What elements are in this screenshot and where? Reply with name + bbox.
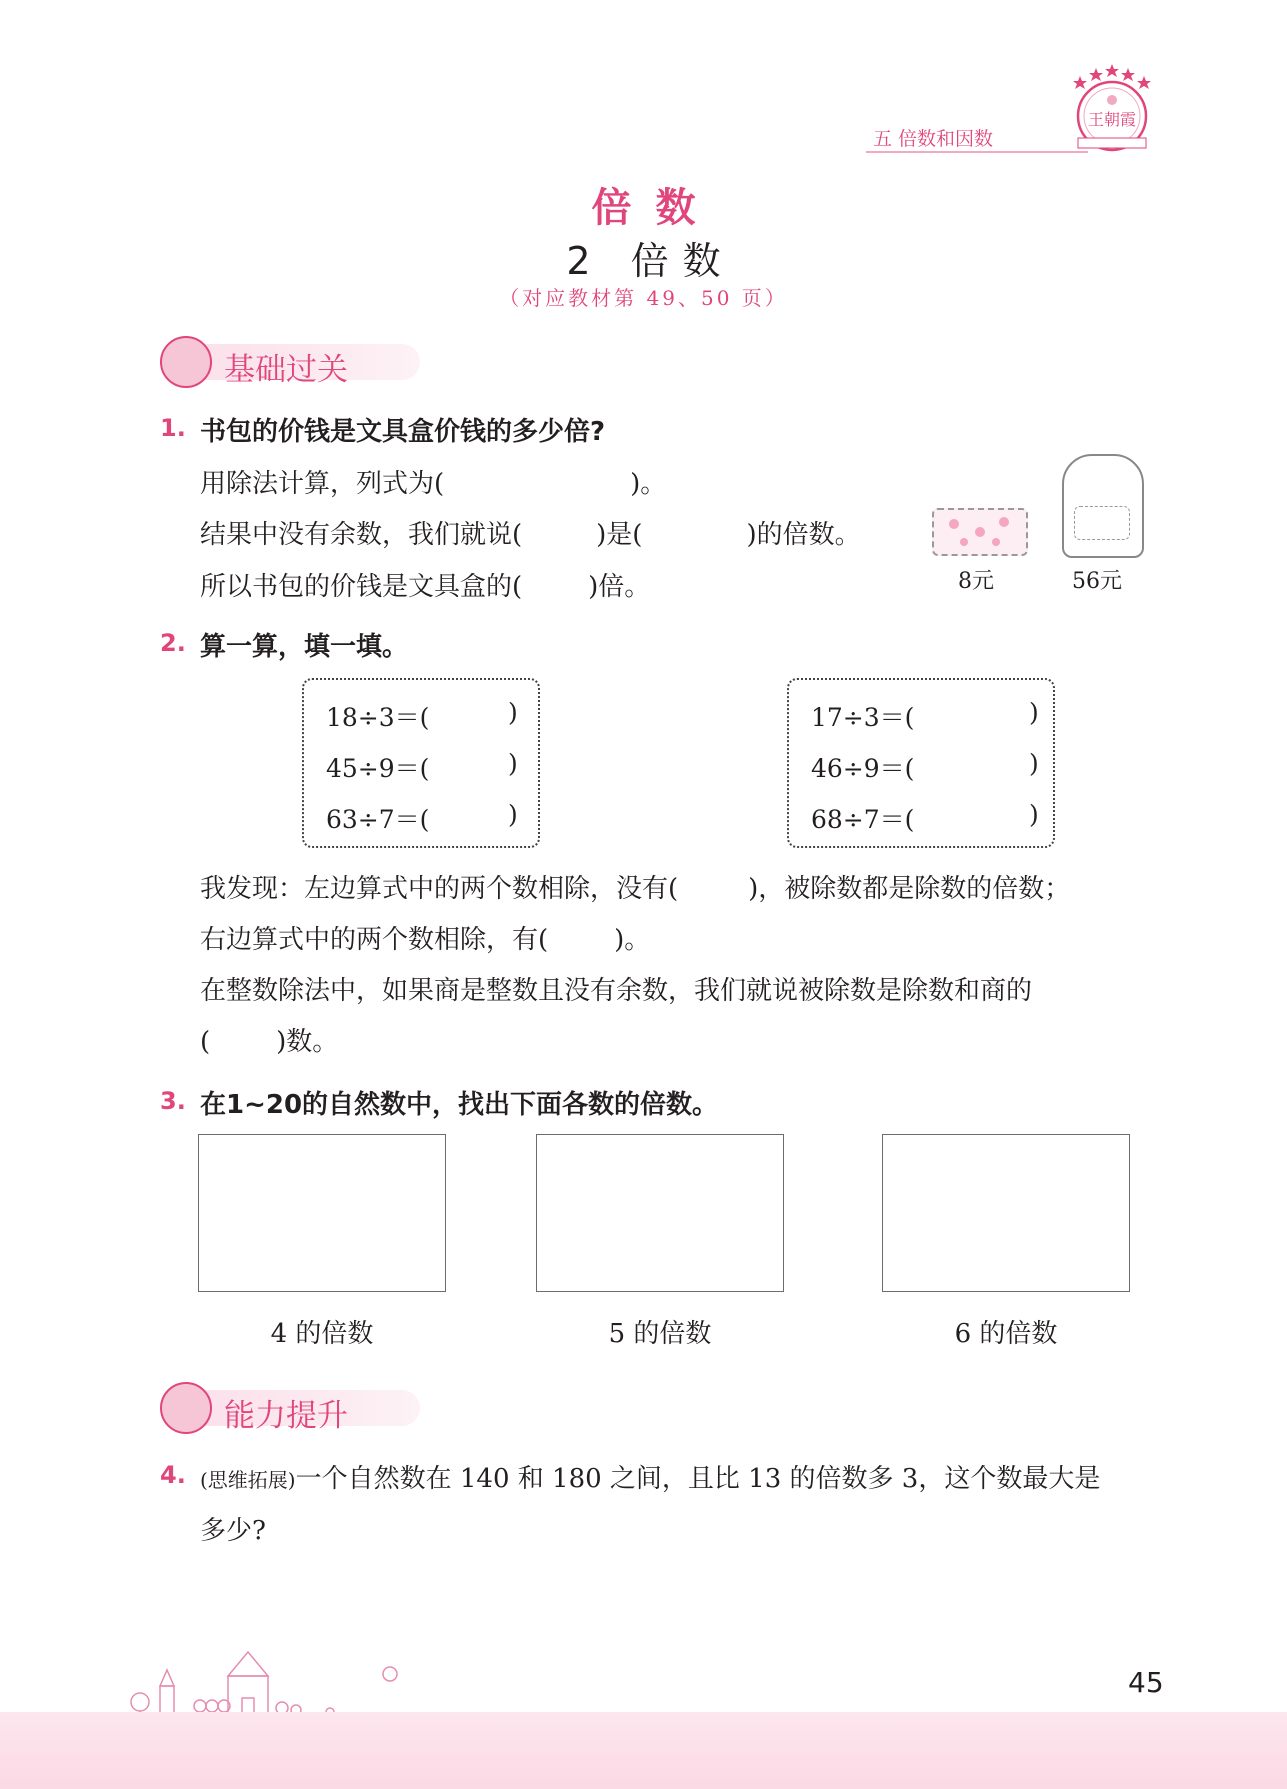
equation-row (811, 749, 1039, 785)
equation-text: 68÷7＝( (811, 805, 915, 834)
q2-finding-2-text: 右边算式中的两个数相除，有( (200, 925, 549, 955)
answer-box-multiples-of-6[interactable] (882, 1134, 1130, 1292)
q2-finding-1-end: )，被除数都是除数的倍数； (748, 874, 1071, 904)
backpack-pocket (1074, 506, 1130, 540)
q1-line-1-end: )。 (630, 469, 667, 499)
question-number: 2. (160, 629, 186, 657)
question-number: 4. (160, 1461, 186, 1489)
question-number: 3. (160, 1087, 186, 1115)
equation-row (326, 698, 518, 734)
q1-line-2-mid: )是( (596, 520, 643, 550)
q2-finding-2 (200, 919, 650, 956)
equation-row (811, 800, 1039, 836)
paren-close: ) (508, 749, 518, 778)
calc-box-left (302, 678, 540, 848)
q2-finding-2-end: )。 (614, 925, 651, 955)
q1-line-2 (200, 514, 861, 551)
mascot-icon (160, 336, 212, 388)
flower-pattern-icon (934, 510, 1026, 554)
box-caption: 6 的倍数 (954, 1319, 1058, 1349)
equation-text: 46÷9＝( (811, 754, 915, 783)
page-title: 倍数 (591, 184, 720, 231)
price-label: 8元 (958, 569, 994, 594)
q1-line-3 (200, 566, 650, 603)
section-label: 基础过关 (224, 352, 348, 388)
q1-line-3-text: 所以书包的价钱是文具盒的( (200, 572, 523, 602)
box-caption: 4 的倍数 (270, 1319, 374, 1349)
section-label: 能力提升 (224, 1398, 348, 1434)
question-number: 1. (160, 414, 186, 442)
q2-finding-3: 在整数除法中，如果商是整数且没有余数，我们就说被除数是除数和商的 (200, 976, 1033, 1006)
paren-close: ) (1029, 749, 1039, 778)
section-header-advanced (160, 1382, 420, 1434)
equation-text: 45÷9＝( (326, 754, 430, 783)
question-text: 书包的价钱是文具盒价钱的多少倍? (200, 417, 606, 447)
logo-text: 王朝霞 (1087, 110, 1137, 129)
q2-finding-4-end: )数。 (276, 1027, 339, 1057)
q4-line-2: 多少? (200, 1516, 266, 1546)
equation-text: 17÷3＝( (811, 703, 915, 732)
equation-text: 18÷3＝( (326, 703, 430, 732)
pencil-box-image (932, 508, 1028, 556)
q1-line-2-end: )的倍数。 (746, 520, 861, 550)
textbook-reference: （对应教材第 49、50 页） (499, 286, 788, 310)
equation-row (326, 749, 518, 785)
q2-finding-4 (200, 1021, 338, 1058)
equation-row (811, 698, 1039, 734)
q2-finding-4-open: ( (200, 1027, 211, 1057)
chapter-underline (866, 151, 1088, 153)
answer-box-multiples-of-5[interactable] (536, 1134, 784, 1292)
equation-text: 63÷7＝( (326, 805, 430, 834)
q1-line-3-end: )倍。 (588, 572, 651, 602)
q1-line-2-text: 结果中没有余数，我们就说( (200, 520, 523, 550)
paren-close: ) (508, 698, 518, 727)
chapter-header: 五 倍数和因数 (873, 128, 994, 150)
thinking-tag: (思维拓展) (200, 1468, 296, 1492)
q2-finding-1-text: 我发现：左边算式中的两个数相除，没有( (200, 874, 679, 904)
calc-box-right (787, 678, 1055, 848)
q4-line-1 (200, 1458, 1100, 1495)
question-text: 在1~20的自然数中，找出下面各数的倍数。 (200, 1090, 719, 1120)
backpack-image (1062, 454, 1144, 558)
q1-line-1 (200, 463, 666, 500)
paren-close: ) (1029, 698, 1039, 727)
answer-box-multiples-of-4[interactable] (198, 1134, 446, 1292)
q4-line-1-text: 一个自然数在 140 和 180 之间，且比 13 的倍数多 3，这个数最大是 (295, 1464, 1101, 1494)
paren-close: ) (1029, 800, 1039, 829)
footer-band (0, 1712, 1287, 1789)
publisher-logo (1068, 62, 1156, 154)
q1-line-1-text: 用除法计算，列式为( (200, 469, 445, 499)
mascot-icon (160, 1382, 212, 1434)
question-text: 算一算，填一填。 (200, 632, 409, 662)
lesson-title: 2 倍数 (566, 239, 735, 283)
q2-finding-1 (200, 868, 1070, 905)
box-caption: 5 的倍数 (608, 1319, 712, 1349)
paren-close: ) (508, 800, 518, 829)
footer-decoration (120, 1646, 420, 1720)
page-number: 45 (1128, 1666, 1164, 1699)
section-header-basic (160, 336, 420, 388)
price-label: 56元 (1072, 569, 1122, 594)
equation-row (326, 800, 518, 836)
